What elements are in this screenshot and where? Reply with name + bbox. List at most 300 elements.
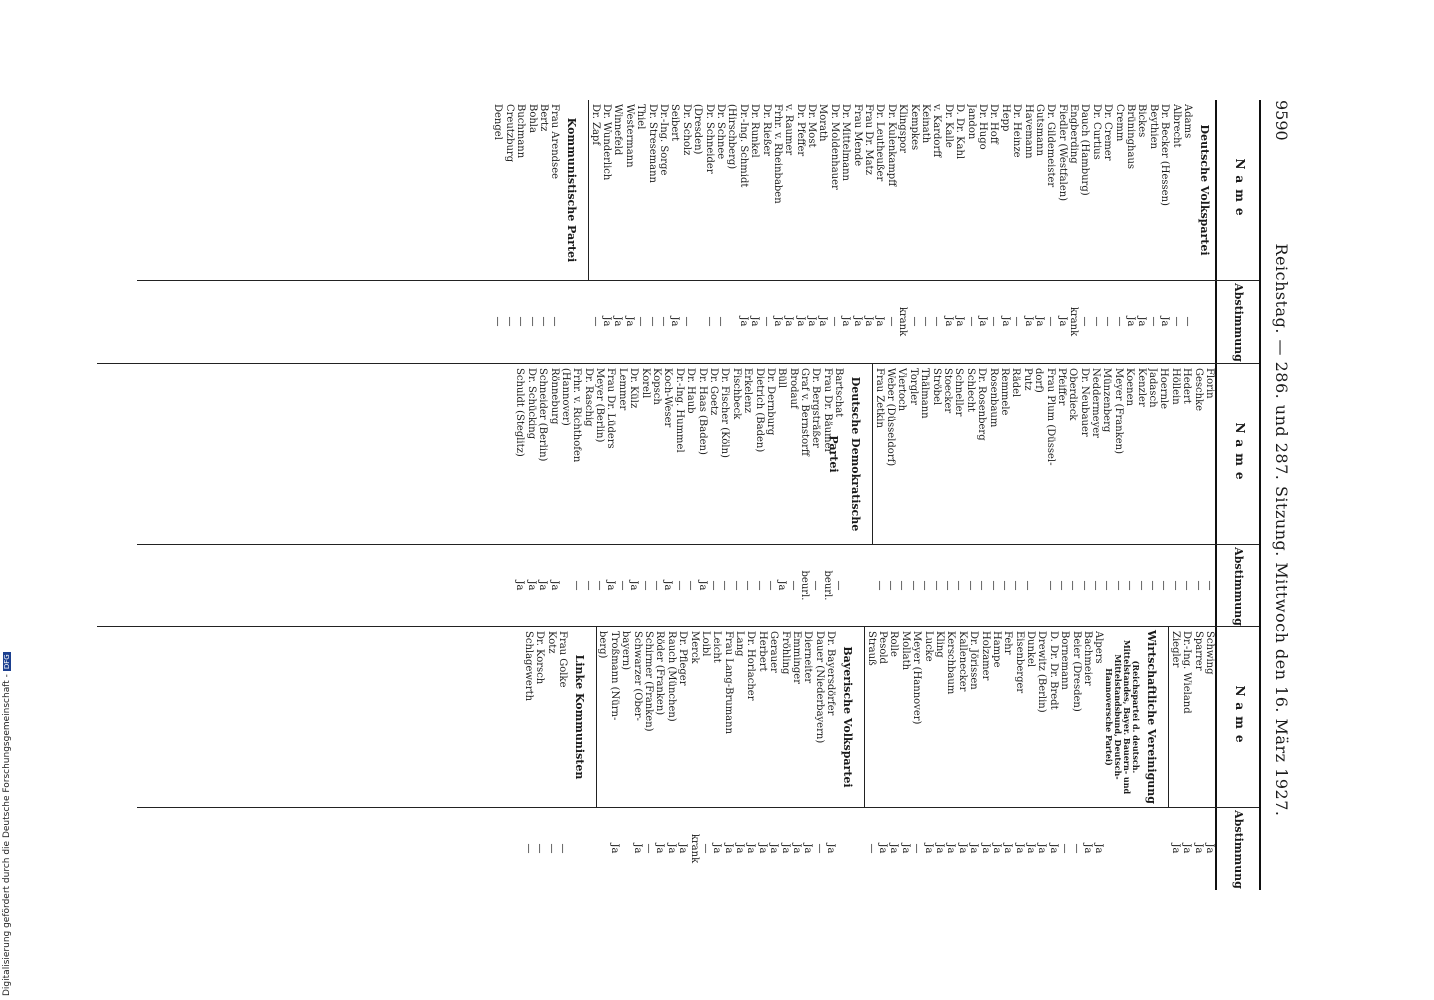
table-row [582, 364, 593, 627]
table-row [1181, 364, 1192, 627]
vote-value: Ja [537, 580, 549, 591]
member-name: Dr. Becker (Hessen) [1159, 104, 1171, 206]
margin-note [2, 0, 16, 996]
table-row [802, 627, 813, 890]
table-row [534, 627, 545, 890]
vote-value: — [753, 580, 765, 591]
member-name: Dr. Haub [685, 368, 697, 414]
table-row [623, 100, 634, 363]
vote-value: — [1055, 580, 1067, 591]
member-name: Brodauf [787, 368, 799, 409]
table-row [911, 627, 922, 890]
member-name: Alpers [1093, 631, 1105, 664]
vote-value: — [787, 580, 799, 591]
table-row [829, 100, 840, 363]
table-row [942, 100, 953, 363]
table-row [1204, 364, 1215, 627]
member-name: Dr. Schneider [703, 104, 715, 174]
table-row [1192, 364, 1203, 627]
name-header: Name [1233, 685, 1247, 749]
vote-value: Ja [623, 316, 635, 327]
table-row [806, 100, 817, 363]
table-row [1056, 364, 1067, 627]
member-name: Rosenbaum [987, 368, 999, 428]
vote-value: — [1181, 580, 1193, 591]
table-row [1025, 627, 1036, 890]
vote-value: Ja [745, 843, 757, 854]
vote-value: — [646, 316, 658, 327]
table-row [874, 100, 885, 363]
table-row [1182, 100, 1193, 363]
member-name: Beythien [1147, 104, 1159, 149]
table-row [1079, 100, 1090, 363]
vote-value: Ja [669, 316, 681, 327]
vote-value: — [651, 580, 663, 591]
party-heading: Wirtschaftliche Vereinigung [1145, 630, 1159, 804]
table-row [1170, 100, 1181, 363]
member-name: Kopsch [651, 368, 663, 405]
member-name: Dr.-Ing. Schmidt [737, 104, 749, 188]
member-name: Dr. Bergsträßer [810, 368, 822, 448]
vote-value: — [885, 580, 897, 591]
member-name: Drewitz (Berlin) [1036, 631, 1048, 713]
member-name: Troßmann (Nürn- [608, 631, 620, 721]
vote-value: — [1067, 580, 1079, 591]
member-name: Brüninghaus [1125, 104, 1137, 170]
table-row [492, 100, 503, 363]
member-name: Dr. Fischer (Köln) [719, 368, 731, 458]
member-name: Bohla [526, 104, 538, 133]
vote-value: Ja [612, 316, 624, 327]
vote-value: — [680, 316, 692, 327]
party-subheading: (Reichspartei d. deutsch. Mittelstandes, Bayer. Bauern- und Mittelstandsbund, Deutsch-Hannoversche Partei) [1104, 639, 1142, 795]
table-row [722, 627, 733, 890]
vote-value: — [1090, 316, 1102, 327]
vote-value: — [1021, 580, 1033, 591]
member-name: Dr. Hoff [988, 104, 1000, 144]
table-column-1 [97, 100, 1259, 363]
table-row [594, 364, 605, 627]
vote-value: Ja [654, 843, 666, 854]
member-name: Dr. Zapf [589, 104, 601, 146]
table-row [631, 627, 642, 890]
vote-value: krank [897, 306, 909, 337]
vote-value: — [730, 580, 742, 591]
table-row [522, 627, 533, 890]
member-name: Dietrich (Baden) [753, 368, 765, 453]
vote-value: Ja [954, 316, 966, 327]
member-name: Röder (Franken) [654, 631, 666, 716]
vote-value: — [639, 580, 651, 591]
table-row [616, 364, 627, 627]
vote-value: Ja [817, 316, 829, 327]
table-row [1204, 627, 1215, 890]
vote-value: Ja [737, 316, 749, 327]
member-name: Hepp [999, 104, 1011, 132]
table-row [719, 364, 730, 627]
vote-value: — [998, 580, 1010, 591]
table-row [813, 627, 824, 890]
vote-value: Ja [1204, 843, 1215, 854]
member-name: Strauß [865, 631, 877, 666]
vote-value: Ja [548, 580, 560, 591]
member-name: Dr.-Ing. Sorge [658, 104, 670, 176]
table-row [635, 100, 646, 363]
vote-value: — [908, 316, 920, 327]
member-name: Cremm [1113, 104, 1125, 142]
member-name: Thiel [635, 104, 647, 130]
member-name: Neddermeyer [1090, 368, 1102, 438]
member-name: Kallenecker [956, 631, 968, 692]
vote-value: — [810, 580, 822, 591]
table-row [976, 364, 987, 627]
table-row [999, 364, 1010, 627]
table-row [945, 627, 956, 890]
vote-value: Ja [776, 580, 788, 591]
member-name: Jadasch [1147, 368, 1159, 408]
table-row [537, 364, 548, 627]
vote-value: Ja [605, 580, 617, 591]
member-list [522, 627, 1215, 890]
table-row [1113, 100, 1124, 363]
table-row [799, 364, 810, 627]
table-row [680, 100, 691, 363]
vote-value: Ja [877, 843, 889, 854]
vote-value: — [589, 316, 601, 327]
vote-value: Ja [525, 580, 537, 591]
member-name: Winnefeld [612, 104, 624, 156]
member-name: Schneider (Berlin) [537, 368, 549, 462]
vote-value: Ja [933, 843, 945, 854]
member-name: Oberdieck [1067, 368, 1079, 421]
vote-value: — [1147, 580, 1159, 591]
vote-value: Ja [514, 580, 526, 591]
vote-value: beurl. [821, 570, 833, 601]
vote-value: — [1113, 316, 1125, 327]
table-row [760, 100, 771, 363]
member-name: Schlagewerth [522, 631, 534, 702]
vote-value: — [896, 580, 908, 591]
member-name: Bornemann [1059, 631, 1071, 690]
member-name: Rädel [1010, 368, 1022, 398]
table-row [1101, 364, 1112, 627]
vote-value: Ja [631, 843, 643, 854]
table-row [822, 364, 833, 627]
vote-value: Ja [1136, 316, 1148, 327]
member-name: Merck [688, 631, 700, 664]
table-row [1124, 364, 1135, 627]
member-name: Dr. Gildemeister [1045, 104, 1057, 188]
vote-value: — [813, 843, 825, 854]
vote-value: — [515, 316, 527, 327]
vote-value: — [1078, 580, 1090, 591]
vote-value: — [873, 580, 885, 591]
table-row [896, 364, 907, 627]
table-row [737, 100, 748, 363]
member-name: Lemmer [616, 368, 628, 411]
page-number: 9590 [1272, 100, 1291, 141]
table-row [1013, 627, 1024, 890]
rotated-document [97, 100, 1297, 890]
vote-value: — [764, 580, 776, 591]
member-name: Mollath [899, 631, 911, 671]
session-title: Reichstag. — 286. und 287. Sitzung. Mittwoch den 16. März 1927. [1272, 243, 1291, 817]
member-name: Viertoch [896, 368, 908, 412]
table-row [605, 364, 616, 627]
table-row [1090, 100, 1101, 363]
member-name: (Hirschberg) [726, 104, 738, 170]
vote-value: — [911, 843, 923, 854]
vote-value: — [714, 316, 726, 327]
member-name: Frau Mende [851, 104, 863, 167]
member-name: Weber (Düsseldorf) [885, 368, 897, 467]
table-row [688, 627, 699, 890]
table-row [1147, 100, 1158, 363]
member-name: Fischbeck [730, 368, 742, 420]
member-name: Pesold [877, 631, 889, 664]
table-row [1082, 627, 1093, 890]
table-row [1045, 100, 1056, 363]
vote-value: Ja [968, 843, 980, 854]
table-row [1181, 627, 1192, 890]
vote-value: — [557, 843, 569, 854]
table-row [742, 364, 753, 627]
member-name: Dr. Leutheußer [874, 104, 886, 182]
table-row [503, 100, 514, 363]
table-row [654, 627, 665, 890]
vote-value: — [907, 580, 919, 591]
dfg-logo: DFG [3, 654, 11, 670]
member-name: Torgler [907, 368, 919, 405]
vote-header: Abstimmung [1217, 807, 1259, 891]
member-name: Meyer (Berlin) [594, 368, 606, 443]
table-row [730, 364, 741, 627]
vote-value: — [942, 580, 954, 591]
table-row [1135, 364, 1146, 627]
vote-value: — [522, 843, 534, 854]
vote-value: Ja [806, 316, 818, 327]
table-row [734, 627, 745, 890]
member-name: Fröhling [779, 631, 791, 675]
table-row [942, 364, 953, 627]
vote-value: Ja [990, 843, 1002, 854]
table-row [669, 100, 680, 363]
table-row [1033, 364, 1044, 627]
table-row [608, 627, 619, 890]
table-row [1192, 627, 1203, 890]
member-name: Seibert [669, 104, 681, 142]
table-row [954, 100, 965, 363]
party-heading: Kommunistische Partei [565, 117, 579, 263]
member-name: Engberding [1068, 104, 1080, 164]
member-name: Frhr. v. Richthofen [571, 368, 583, 463]
table-row [783, 100, 794, 363]
table-row [899, 627, 910, 890]
table-row [1169, 364, 1180, 627]
vote-value: — [1059, 843, 1071, 854]
member-name: Beier (Dresden) [1070, 631, 1082, 712]
member-name: Creutzburg [503, 104, 515, 163]
vote-value: — [594, 580, 606, 591]
table-row [965, 100, 976, 363]
vote-value: Ja [1056, 316, 1068, 327]
member-name: Dr. Schücking [525, 368, 537, 440]
table-row [538, 100, 549, 363]
member-name: Eisenberger [1013, 631, 1025, 694]
table-row [908, 100, 919, 363]
member-name: Meyer (Hannover) [911, 631, 923, 725]
name-header: Name [1233, 422, 1247, 486]
table-row [749, 100, 760, 363]
member-name: Dr. Horlacher [745, 631, 757, 701]
member-name: Bertz [537, 104, 549, 132]
table-row [1093, 627, 1104, 890]
vote-value: Ja [749, 316, 761, 327]
vote-value: — [833, 580, 845, 591]
block-rule [866, 364, 873, 544]
table-row [1090, 364, 1101, 627]
vote-value: — [1192, 580, 1204, 591]
member-name: Hoernle [1158, 368, 1170, 409]
table-row [1125, 100, 1136, 363]
table-column-3 [97, 626, 1259, 890]
table-row [1011, 100, 1022, 363]
table-row [639, 364, 650, 627]
table-row [919, 364, 930, 627]
member-name: Keinath [920, 104, 932, 144]
table-row [703, 100, 714, 363]
vote-value: Ja [1033, 316, 1045, 327]
member-name: D. Dr. Kahl [954, 104, 966, 160]
table-row [956, 627, 967, 890]
vote-value: — [964, 580, 976, 591]
vote-value: Ja [768, 843, 780, 854]
vote-value: — [658, 316, 670, 327]
vote-value: Ja [601, 316, 613, 327]
vote-value: Ja [771, 316, 783, 327]
table-row [571, 364, 582, 627]
table-row [865, 627, 876, 890]
table-row [601, 100, 612, 363]
vote-value: — [582, 580, 594, 591]
table-row [964, 364, 975, 627]
table-row [514, 364, 525, 627]
member-name: Ziegler [1169, 631, 1181, 668]
table-row [897, 100, 908, 363]
table-row [1078, 364, 1089, 627]
table-row [708, 364, 719, 627]
member-name: Dr. Moldenhauer [828, 104, 840, 190]
vote-value: Ja [945, 843, 957, 854]
member-name: Leicht [711, 631, 723, 663]
block-rule [1162, 627, 1169, 807]
member-name: Korell [639, 368, 651, 399]
table-row [597, 627, 608, 890]
member-name: Dr. Pfeffer [794, 104, 806, 157]
table-row [794, 100, 805, 363]
member-name: Hedert [1181, 368, 1193, 404]
member-name: Morath [817, 104, 829, 142]
member-name: Lucke [922, 631, 934, 662]
member-name: Dauch (Hamburg) [1079, 104, 1091, 196]
vote-value: Ja [1093, 843, 1105, 854]
vote-value: Ja [665, 843, 677, 854]
vote-value: Ja [791, 843, 803, 854]
member-name: Dengel [492, 104, 504, 140]
vote-value: Ja [851, 316, 863, 327]
vote-value: — [545, 843, 557, 854]
member-name: Rolle [888, 631, 900, 657]
vote-value: Ja [756, 843, 768, 854]
member-name: Dr. Curtius [1090, 104, 1102, 160]
table-row [1010, 364, 1021, 627]
vote-value: krank [688, 833, 700, 864]
table-row [885, 100, 896, 363]
table-row [1056, 100, 1067, 363]
vote-value: — [965, 316, 977, 327]
vote-value: Ja [874, 316, 886, 327]
member-name: Kerschbaum [945, 631, 957, 695]
table-row [711, 627, 722, 890]
table-row [692, 100, 703, 363]
vote-value: Ja [922, 843, 934, 854]
table-row [1047, 627, 1058, 890]
member-list [514, 364, 1215, 627]
member-name: Frau Dr. Bäumer [821, 368, 833, 454]
table-row [776, 364, 787, 627]
table-row [1070, 627, 1081, 890]
member-name: Klingspor [897, 104, 909, 154]
party-heading: Linke Kommunisten [573, 654, 587, 780]
table-row [665, 627, 676, 890]
member-name: Dunkel [1025, 631, 1037, 668]
vote-value: — [988, 316, 1000, 327]
table-row [888, 627, 899, 890]
member-name: Bachmeier [1082, 631, 1094, 686]
table-row [877, 627, 888, 890]
vote-value: Ja [1169, 843, 1181, 854]
vote-value: Ja [802, 843, 814, 854]
vote-value: — [828, 316, 840, 327]
vote-value: — [534, 843, 546, 854]
table-row [930, 364, 941, 627]
table-row [612, 100, 623, 363]
table-row [549, 100, 560, 363]
vote-value: Ja [825, 843, 837, 854]
member-name: Lang [734, 631, 746, 657]
vote-value: — [703, 316, 715, 327]
member-name: Dr. Hugo [976, 104, 988, 150]
vote-value: Ja [779, 843, 791, 854]
table-row [810, 364, 821, 627]
vote-value: Ja [628, 580, 640, 591]
table-row [515, 100, 526, 363]
table-row [1102, 100, 1113, 363]
vote-value: — [885, 316, 897, 327]
member-name: Erkelenz [742, 368, 754, 413]
member-name: Sparrer [1192, 631, 1204, 671]
vote-value: Ja [976, 316, 988, 327]
member-name: Hampe [990, 631, 1002, 668]
vote-value: — [931, 316, 943, 327]
vote-value: Ja [999, 316, 1011, 327]
member-name: Büll [776, 368, 788, 389]
header-rule [1259, 100, 1261, 890]
vote-value: — [719, 580, 731, 591]
vote-value: Ja [1082, 843, 1094, 854]
party-heading: Deutsche Demokratische Partei [827, 376, 863, 532]
member-name: Florin [1204, 368, 1215, 399]
